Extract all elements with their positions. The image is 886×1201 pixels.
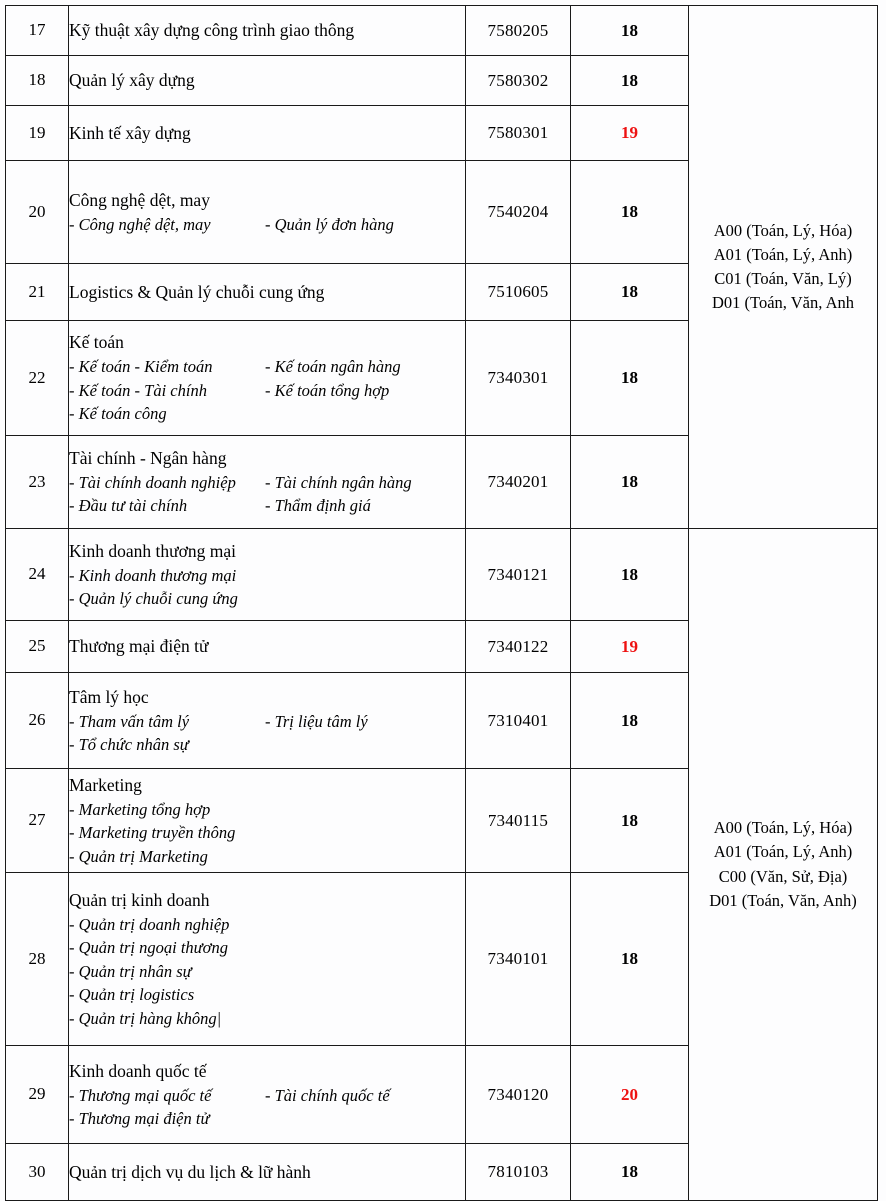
sub-major-left: - Quản trị ngoại thương bbox=[69, 938, 228, 958]
major-cell bbox=[69, 436, 466, 529]
subject-combination-line: D01 (Toán, Văn, Anh bbox=[712, 293, 854, 313]
sub-major-left: - Thương mại quốc tế bbox=[69, 1085, 212, 1105]
table-body bbox=[6, 6, 878, 1201]
subject-combination-line: A01 (Toán, Lý, Anh) bbox=[713, 842, 853, 862]
benchmark-score: 19 bbox=[571, 621, 689, 673]
table-row bbox=[6, 529, 878, 621]
major-title: Logistics & Quản lý chuỗi cung ứng bbox=[69, 281, 325, 302]
sub-major-row bbox=[69, 355, 465, 378]
subject-combination-line: D01 (Toán, Văn, Anh) bbox=[709, 890, 857, 910]
sub-major-list bbox=[69, 213, 465, 236]
row-number: 19 bbox=[6, 106, 69, 161]
major-code: 7810103 bbox=[466, 1144, 571, 1201]
sub-major-left: - Quản trị hàng không| bbox=[69, 1008, 222, 1028]
major-code: 7340201 bbox=[466, 436, 571, 529]
major-cell bbox=[69, 1046, 466, 1144]
benchmark-score: 18 bbox=[571, 529, 689, 621]
major-cell bbox=[69, 529, 466, 621]
major-title: Quản lý xây dựng bbox=[69, 70, 195, 91]
major-code: 7580301 bbox=[466, 106, 571, 161]
row-number: 24 bbox=[6, 529, 69, 621]
major-title: Kinh doanh thương mại bbox=[69, 540, 236, 561]
sub-major-row bbox=[69, 983, 465, 1006]
sub-major-row bbox=[69, 845, 465, 868]
major-title: Tâm lý học bbox=[69, 686, 149, 707]
subject-combination-cell bbox=[689, 529, 878, 1201]
major-code: 7510605 bbox=[466, 264, 571, 321]
row-number: 25 bbox=[6, 621, 69, 673]
major-title: Công nghệ dệt, may bbox=[69, 189, 210, 210]
row-number: 28 bbox=[6, 873, 69, 1046]
sub-major-row bbox=[69, 798, 465, 821]
major-title: Kinh tế xây dựng bbox=[69, 122, 191, 143]
major-code: 7580302 bbox=[466, 56, 571, 106]
subject-combination-line: A00 (Toán, Lý, Hóa) bbox=[713, 220, 853, 240]
sub-major-row bbox=[69, 960, 465, 983]
major-cell bbox=[69, 56, 466, 106]
major-cell bbox=[69, 161, 466, 264]
major-cell bbox=[69, 873, 466, 1046]
benchmark-score: 18 bbox=[571, 673, 689, 769]
benchmark-score: 19 bbox=[571, 106, 689, 161]
major-code: 7340122 bbox=[466, 621, 571, 673]
table-row bbox=[6, 6, 878, 56]
major-code: 7340121 bbox=[466, 529, 571, 621]
sub-major-row bbox=[69, 710, 465, 733]
row-number: 20 bbox=[6, 161, 69, 264]
major-code: 7310401 bbox=[466, 673, 571, 769]
major-title: Thương mại điện tử bbox=[69, 636, 209, 657]
sub-major-list bbox=[69, 471, 465, 518]
major-cell bbox=[69, 264, 466, 321]
subject-combination-line: C01 (Toán, Văn, Lý) bbox=[714, 269, 852, 288]
major-cell bbox=[69, 621, 466, 673]
sub-major-row bbox=[69, 564, 465, 587]
sub-major-left: - Tham vấn tâm lý bbox=[69, 711, 190, 731]
sub-major-row bbox=[69, 1084, 465, 1107]
sub-major-list bbox=[69, 710, 465, 757]
sub-major-row bbox=[69, 213, 465, 236]
sub-major-row bbox=[69, 936, 465, 959]
sub-major-list bbox=[69, 913, 465, 1030]
sub-major-left: - Quản trị doanh nghiệp bbox=[69, 914, 230, 934]
sub-major-right: - Tài chính quốc tế bbox=[265, 1085, 390, 1105]
major-title: Quản trị dịch vụ du lịch & lữ hành bbox=[69, 1161, 311, 1182]
sub-major-left: - Quản trị nhân sự bbox=[69, 961, 192, 981]
major-cell bbox=[69, 769, 466, 873]
sub-major-list bbox=[69, 1084, 465, 1131]
sub-major-row bbox=[69, 402, 465, 425]
sub-major-left: - Kế toán công bbox=[69, 404, 167, 424]
sub-major-row bbox=[69, 1107, 465, 1130]
major-code: 7580205 bbox=[466, 6, 571, 56]
sub-major-right: - Kế toán tổng hợp bbox=[265, 380, 390, 400]
subject-combination-line: A00 (Toán, Lý, Hóa) bbox=[713, 818, 853, 838]
sub-major-row bbox=[69, 379, 465, 402]
major-cell bbox=[69, 1144, 466, 1201]
sub-major-row bbox=[69, 821, 465, 844]
sub-major-left: - Quản lý chuỗi cung ứng bbox=[69, 588, 238, 608]
sub-major-right: - Kế toán ngân hàng bbox=[265, 357, 401, 377]
row-number: 18 bbox=[6, 56, 69, 106]
sub-major-left: - Thương mại điện tử bbox=[69, 1108, 210, 1128]
major-code: 7540204 bbox=[466, 161, 571, 264]
major-cell bbox=[69, 106, 466, 161]
sub-major-row bbox=[69, 587, 465, 610]
sub-major-left: - Kinh doanh thương mại bbox=[69, 565, 237, 585]
major-code: 7340301 bbox=[466, 321, 571, 436]
subject-combination-line: C00 (Văn, Sử, Địa) bbox=[718, 866, 848, 886]
benchmark-score: 20 bbox=[571, 1046, 689, 1144]
benchmark-score: 18 bbox=[571, 1144, 689, 1201]
major-title: Kế toán bbox=[69, 332, 124, 353]
row-number: 26 bbox=[6, 673, 69, 769]
sub-major-right: - Quản lý đơn hàng bbox=[265, 214, 394, 234]
major-code: 7340115 bbox=[466, 769, 571, 873]
benchmark-score: 18 bbox=[571, 321, 689, 436]
subject-combination-line: A01 (Toán, Lý, Anh) bbox=[713, 244, 853, 264]
benchmark-score: 18 bbox=[571, 56, 689, 106]
subject-combination-cell bbox=[689, 6, 878, 529]
benchmark-score: 18 bbox=[571, 873, 689, 1046]
sub-major-left: - Marketing tổng hợp bbox=[69, 799, 211, 819]
major-code: 7340120 bbox=[466, 1046, 571, 1144]
sub-major-list bbox=[69, 564, 465, 611]
row-number: 21 bbox=[6, 264, 69, 321]
admission-score-table bbox=[5, 5, 878, 1201]
row-number: 22 bbox=[6, 321, 69, 436]
benchmark-score: 18 bbox=[571, 6, 689, 56]
sub-major-left: - Tài chính doanh nghiệp bbox=[69, 473, 236, 492]
major-title: Kỹ thuật xây dựng công trình giao thông bbox=[69, 20, 355, 41]
sub-major-left: - Marketing truyền thông bbox=[69, 823, 236, 843]
major-title: Tài chính - Ngân hàng bbox=[69, 448, 227, 469]
benchmark-score: 18 bbox=[571, 769, 689, 873]
major-cell bbox=[69, 673, 466, 769]
row-number: 30 bbox=[6, 1144, 69, 1201]
major-title: Kinh doanh quốc tế bbox=[69, 1060, 207, 1081]
benchmark-score: 18 bbox=[571, 161, 689, 264]
major-code: 7340101 bbox=[466, 873, 571, 1046]
benchmark-score: 18 bbox=[571, 436, 689, 529]
benchmark-score: 18 bbox=[571, 264, 689, 321]
sub-major-right: - Tài chính ngân hàng bbox=[265, 473, 412, 492]
major-cell bbox=[69, 321, 466, 436]
sub-major-left: - Đầu tư tài chính bbox=[69, 496, 188, 516]
sub-major-left: - Công nghệ dệt, may bbox=[69, 214, 211, 234]
sub-major-left: - Quản trị Marketing bbox=[69, 846, 208, 866]
row-number: 29 bbox=[6, 1046, 69, 1144]
sub-major-row bbox=[69, 733, 465, 756]
major-title: Marketing bbox=[69, 774, 142, 795]
sub-major-list bbox=[69, 355, 465, 425]
sub-major-right: - Trị liệu tâm lý bbox=[265, 711, 368, 731]
sub-major-left: - Kế toán - Tài chính bbox=[69, 380, 207, 400]
sub-major-row bbox=[69, 1007, 465, 1030]
major-cell bbox=[69, 6, 466, 56]
sub-major-row bbox=[69, 913, 465, 936]
row-number: 27 bbox=[6, 769, 69, 873]
sub-major-row bbox=[69, 471, 465, 494]
sub-major-left: - Tổ chức nhân sự bbox=[69, 734, 189, 754]
sub-major-row bbox=[69, 494, 465, 517]
sub-major-left: - Kế toán - Kiểm toán bbox=[69, 357, 213, 377]
row-number: 17 bbox=[6, 6, 69, 56]
sub-major-left: - Quản trị logistics bbox=[69, 985, 195, 1005]
sub-major-list bbox=[69, 798, 465, 868]
major-title: Quản trị kinh doanh bbox=[69, 890, 210, 911]
sub-major-right: - Thẩm định giá bbox=[265, 496, 371, 516]
row-number: 23 bbox=[6, 436, 69, 529]
